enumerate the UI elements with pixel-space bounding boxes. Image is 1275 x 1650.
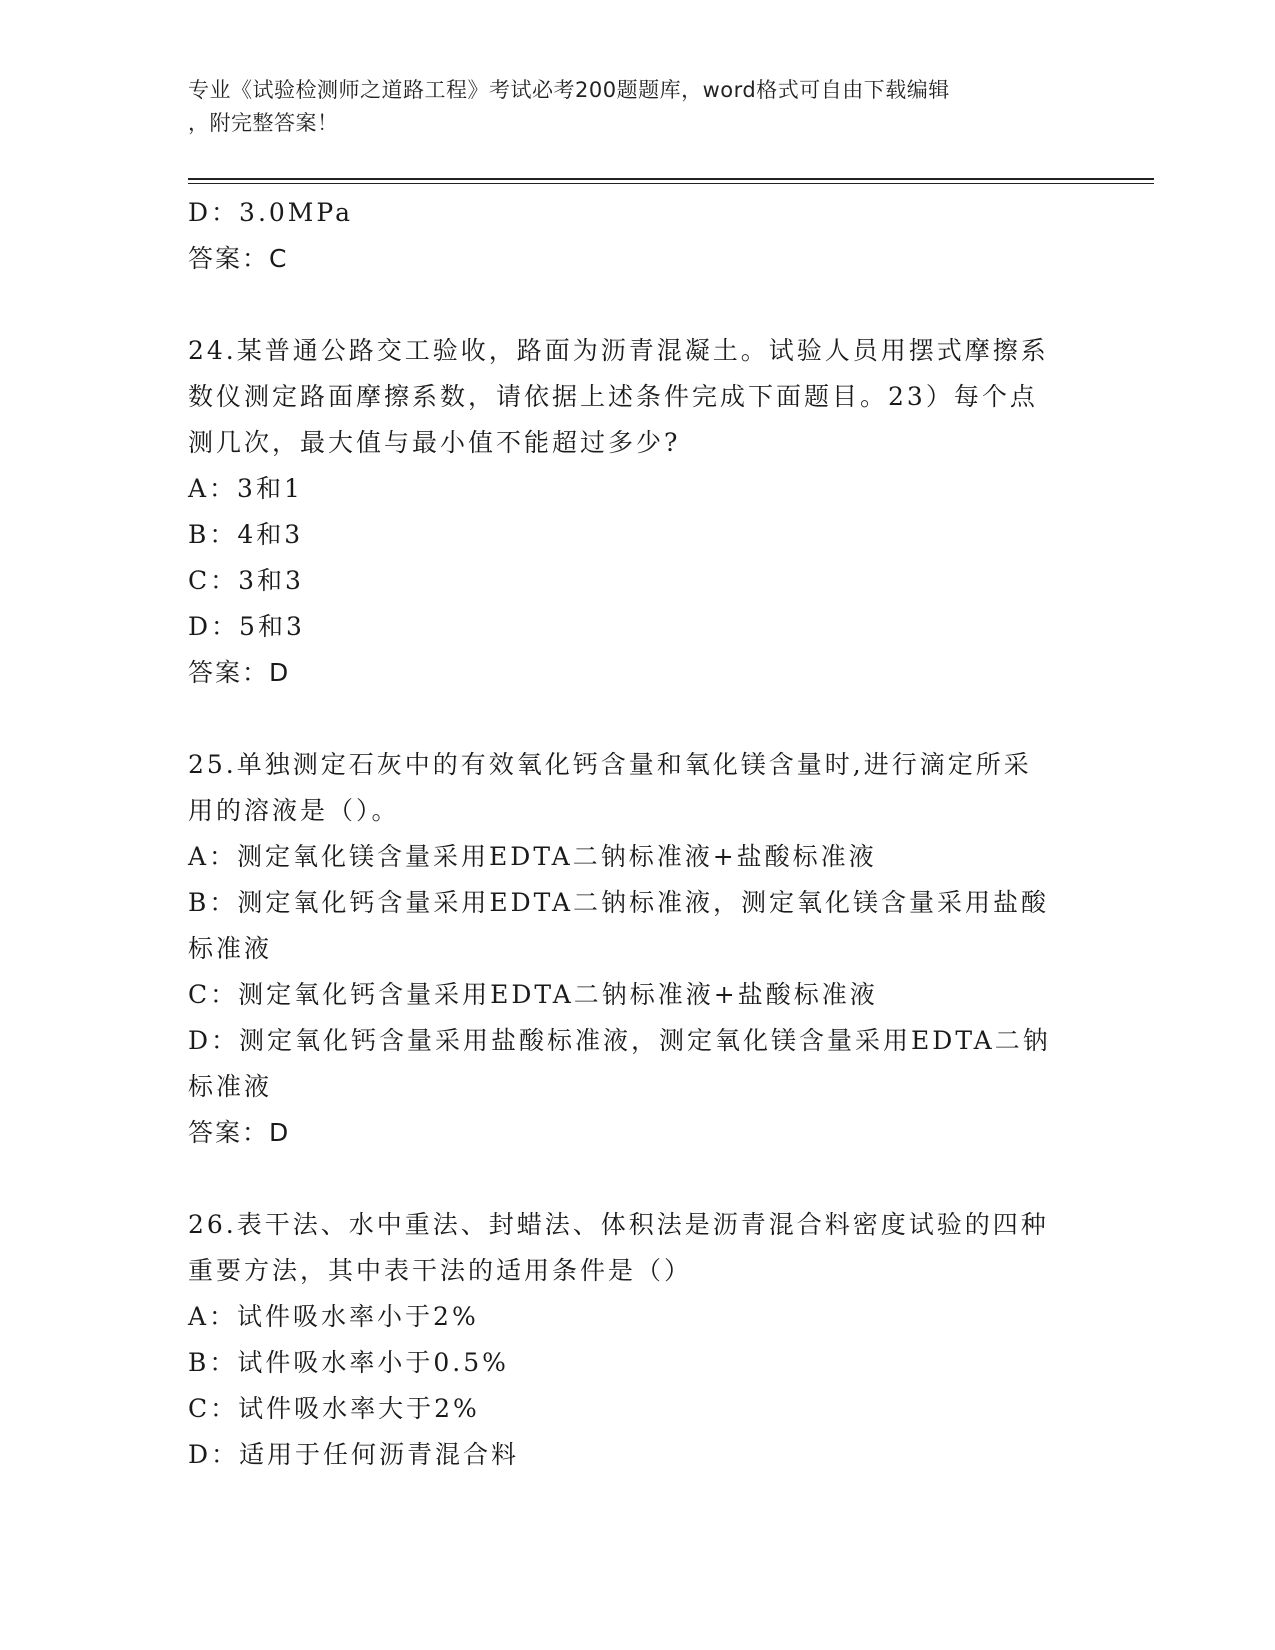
- answer-line: 答案：D: [188, 658, 291, 687]
- document-header: [188, 74, 1068, 140]
- question-stem-line: 25.单独测定石灰中的有效氧化钙含量和氧化镁含量时,进行滴定所采: [188, 750, 1032, 779]
- option-a: A：3和1: [188, 474, 303, 503]
- question-stem-line: 26.表干法、水中重法、封蜡法、体积法是沥青混合料密度试验的四种: [188, 1210, 1049, 1239]
- question-24: [188, 328, 1088, 696]
- option-d: D：适用于任何沥青混合料: [188, 1440, 520, 1469]
- option-b-continued: 标准液: [188, 934, 273, 963]
- header-divider-thin: [188, 183, 1154, 184]
- question-25: [188, 742, 1088, 1156]
- question-stem-line: 24.某普通公路交工验收，路面为沥青混凝土。试验人员用摆式摩擦系: [188, 336, 1049, 365]
- option-b: B：试件吸水率小于0.5%: [188, 1348, 509, 1377]
- question-stem-line: 重要方法，其中表干法的适用条件是（）: [188, 1256, 693, 1285]
- question-26: [188, 1202, 1088, 1478]
- answer-line: 答案：C: [188, 244, 289, 273]
- option-d-continued: 标准液: [188, 1072, 273, 1101]
- option-c: C：测定氧化钙含量采用EDTA二钠标准液+盐酸标准液: [188, 980, 878, 1009]
- question-stem-line: 测几次，最大值与最小值不能超过多少?: [188, 428, 681, 457]
- answer-line: 答案：D: [188, 1118, 291, 1147]
- header-title-line-1: 专业《试验检测师之道路工程》考试必考200题题库，word格式可自由下载编辑: [188, 78, 950, 102]
- option-d: D：5和3: [188, 612, 305, 641]
- question-stem-line: 数仪测定路面摩擦系数，请依据上述条件完成下面题目。23）每个点: [188, 382, 1038, 411]
- spacer: [188, 696, 1088, 742]
- option-d: D：3.0MPa: [188, 198, 354, 227]
- header-divider-thick: [188, 178, 1154, 180]
- question-stem-line: 用的溶液是（）。: [188, 796, 400, 825]
- document-body: [188, 190, 1088, 1478]
- previous-question-tail: [188, 190, 1088, 282]
- option-a: A：测定氧化镁含量采用EDTA二钠标准液+盐酸标准液: [188, 842, 877, 871]
- option-b: B：4和3: [188, 520, 304, 549]
- spacer: [188, 282, 1088, 328]
- spacer: [188, 1156, 1088, 1202]
- option-d: D：测定氧化钙含量采用盐酸标准液，测定氧化镁含量采用EDTA二钠: [188, 1026, 1051, 1055]
- option-c: C：3和3: [188, 566, 304, 595]
- header-title-line-2: ，附完整答案！: [188, 111, 339, 135]
- option-a: A：试件吸水率小于2%: [188, 1302, 479, 1331]
- option-b: B：测定氧化钙含量采用EDTA二钠标准液，测定氧化镁含量采用盐酸: [188, 888, 1050, 917]
- option-c: C：试件吸水率大于2%: [188, 1394, 480, 1423]
